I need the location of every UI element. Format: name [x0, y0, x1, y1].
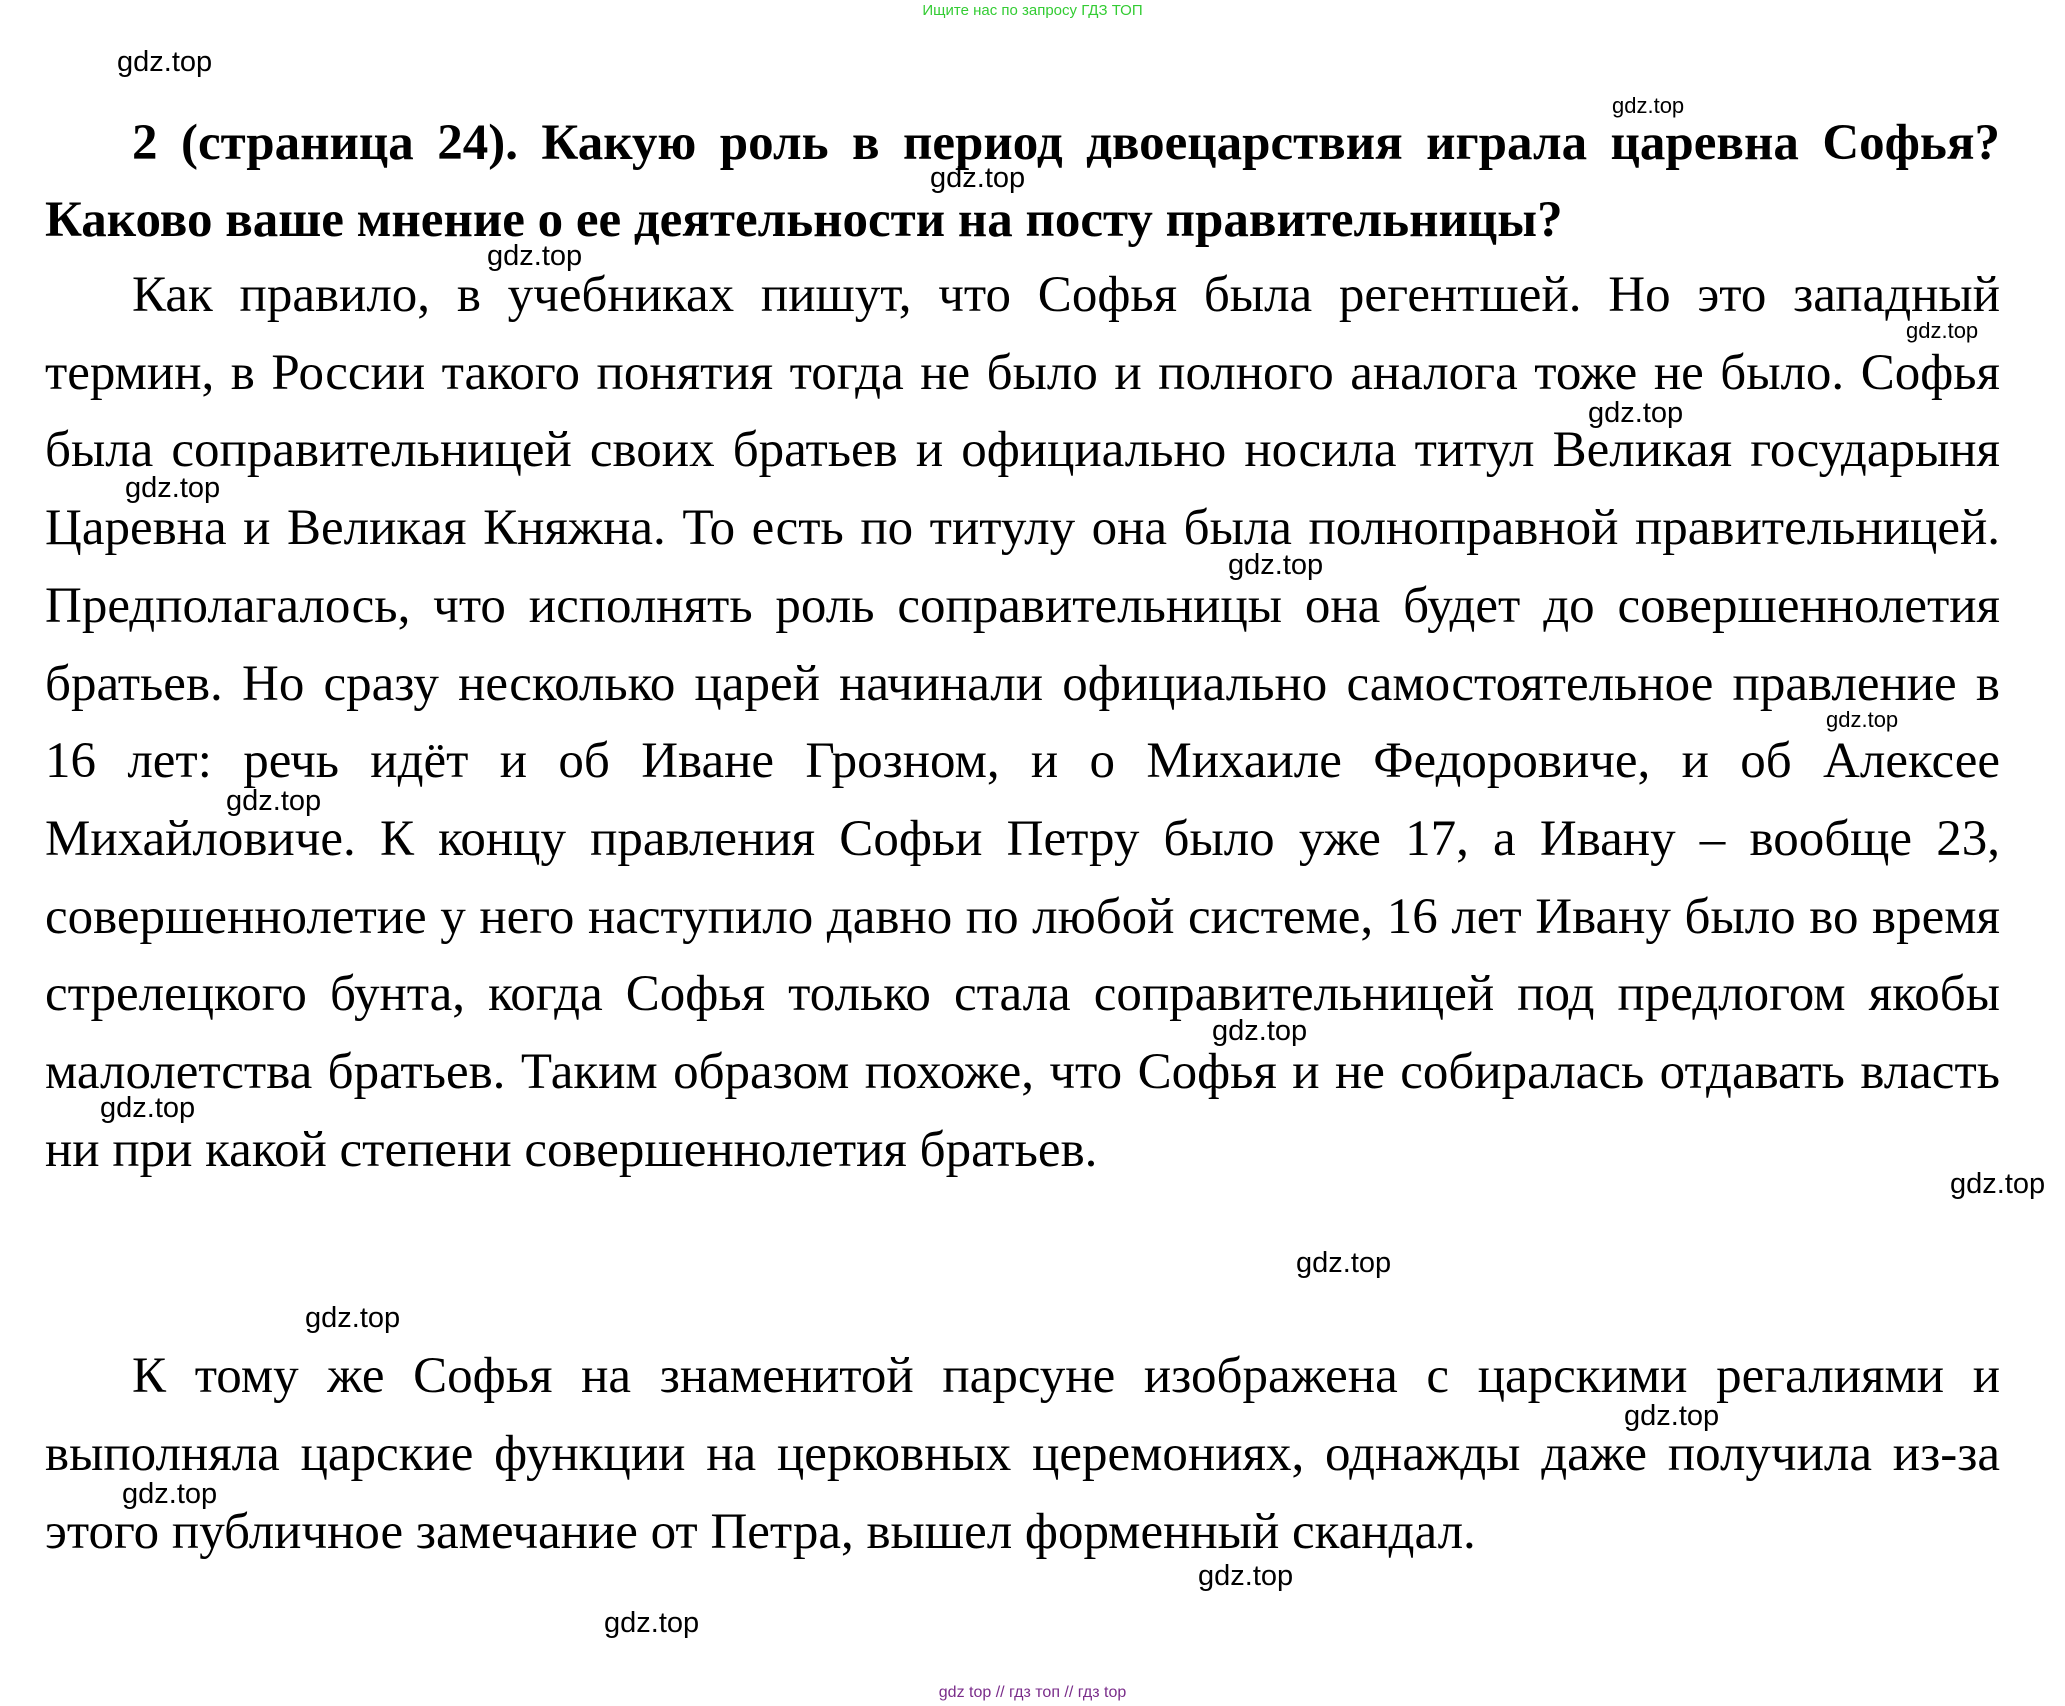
bottom-banner: gdz top // гдз топ // гдз top	[938, 1684, 1127, 1701]
watermark: gdz.top	[1228, 549, 1324, 581]
watermark: gdz.top	[125, 472, 221, 504]
watermark: gdz.top	[1588, 397, 1684, 429]
watermark: gdz.top	[1950, 1168, 2046, 1200]
watermark: gdz.top	[1296, 1247, 1392, 1279]
watermark: gdz.top	[1198, 1560, 1294, 1592]
watermark: gdz.top	[1826, 707, 1899, 732]
watermark: gdz.top	[1906, 318, 1979, 343]
question-heading: 2 (страница 24). Какую роль в период двоецарствия играла царевна Софья? Каково ваше мнение о ее деятельности на посту правительницы?	[45, 115, 2000, 248]
watermark: gdz.top	[122, 1478, 218, 1510]
watermark: gdz.top	[117, 46, 213, 78]
watermark: gdz.top	[930, 162, 1026, 194]
watermark: gdz.top	[305, 1302, 401, 1334]
top-banner: Ищите нас по запросу ГДЗ ТОП	[922, 2, 1143, 19]
answer-paragraph-1: Как правило, в учебниках пишут, что Софья была регентшей. Но это западный термин, в России такого понятия тогда не было и полного аналога тоже не было. Софья была соправительницей своих братьев и официально носила титул Великая государыня Царевна и Великая Княжна. То есть по титулу она была полноправной правительницей. Предполагалось, что исполнять роль соправительницы она будет до совершеннолетия братьев. Но сразу несколько царей начинали официально самостоятельное правление в 16 лет: речь идёт и об Иване Грозном, и о Михаиле Федоровиче, и об Алексее Михайловиче. К концу правления Софьи Петру было уже 17, а Ивану – вообще 23, совершеннолетие у него наступило давно по любой системе, 16 лет Ивану было во время стрелецкого бунта, когда Софья только стала соправительницей под предлогом якобы малолетства братьев. Таким образом похоже, что Софья и не собиралась отдавать власть ни при какой степени совершеннолетия братьев.	[45, 267, 2000, 1178]
watermark: gdz.top	[1212, 1015, 1308, 1047]
watermark: gdz.top	[487, 240, 583, 272]
watermark: gdz.top	[1612, 93, 1685, 118]
watermark: gdz.top	[1624, 1400, 1720, 1432]
watermark: gdz.top	[604, 1607, 700, 1639]
watermark: gdz.top	[100, 1092, 196, 1124]
answer-paragraph-2: К тому же Софья на знаменитой парсуне изображена с царскими регалиями и выполняла царские функции на церковных церемониях, однажды даже получила из-за этого публичное замечание от Петра, вышел форменный скандал.	[45, 1348, 2000, 1560]
watermark: gdz.top	[226, 785, 322, 817]
